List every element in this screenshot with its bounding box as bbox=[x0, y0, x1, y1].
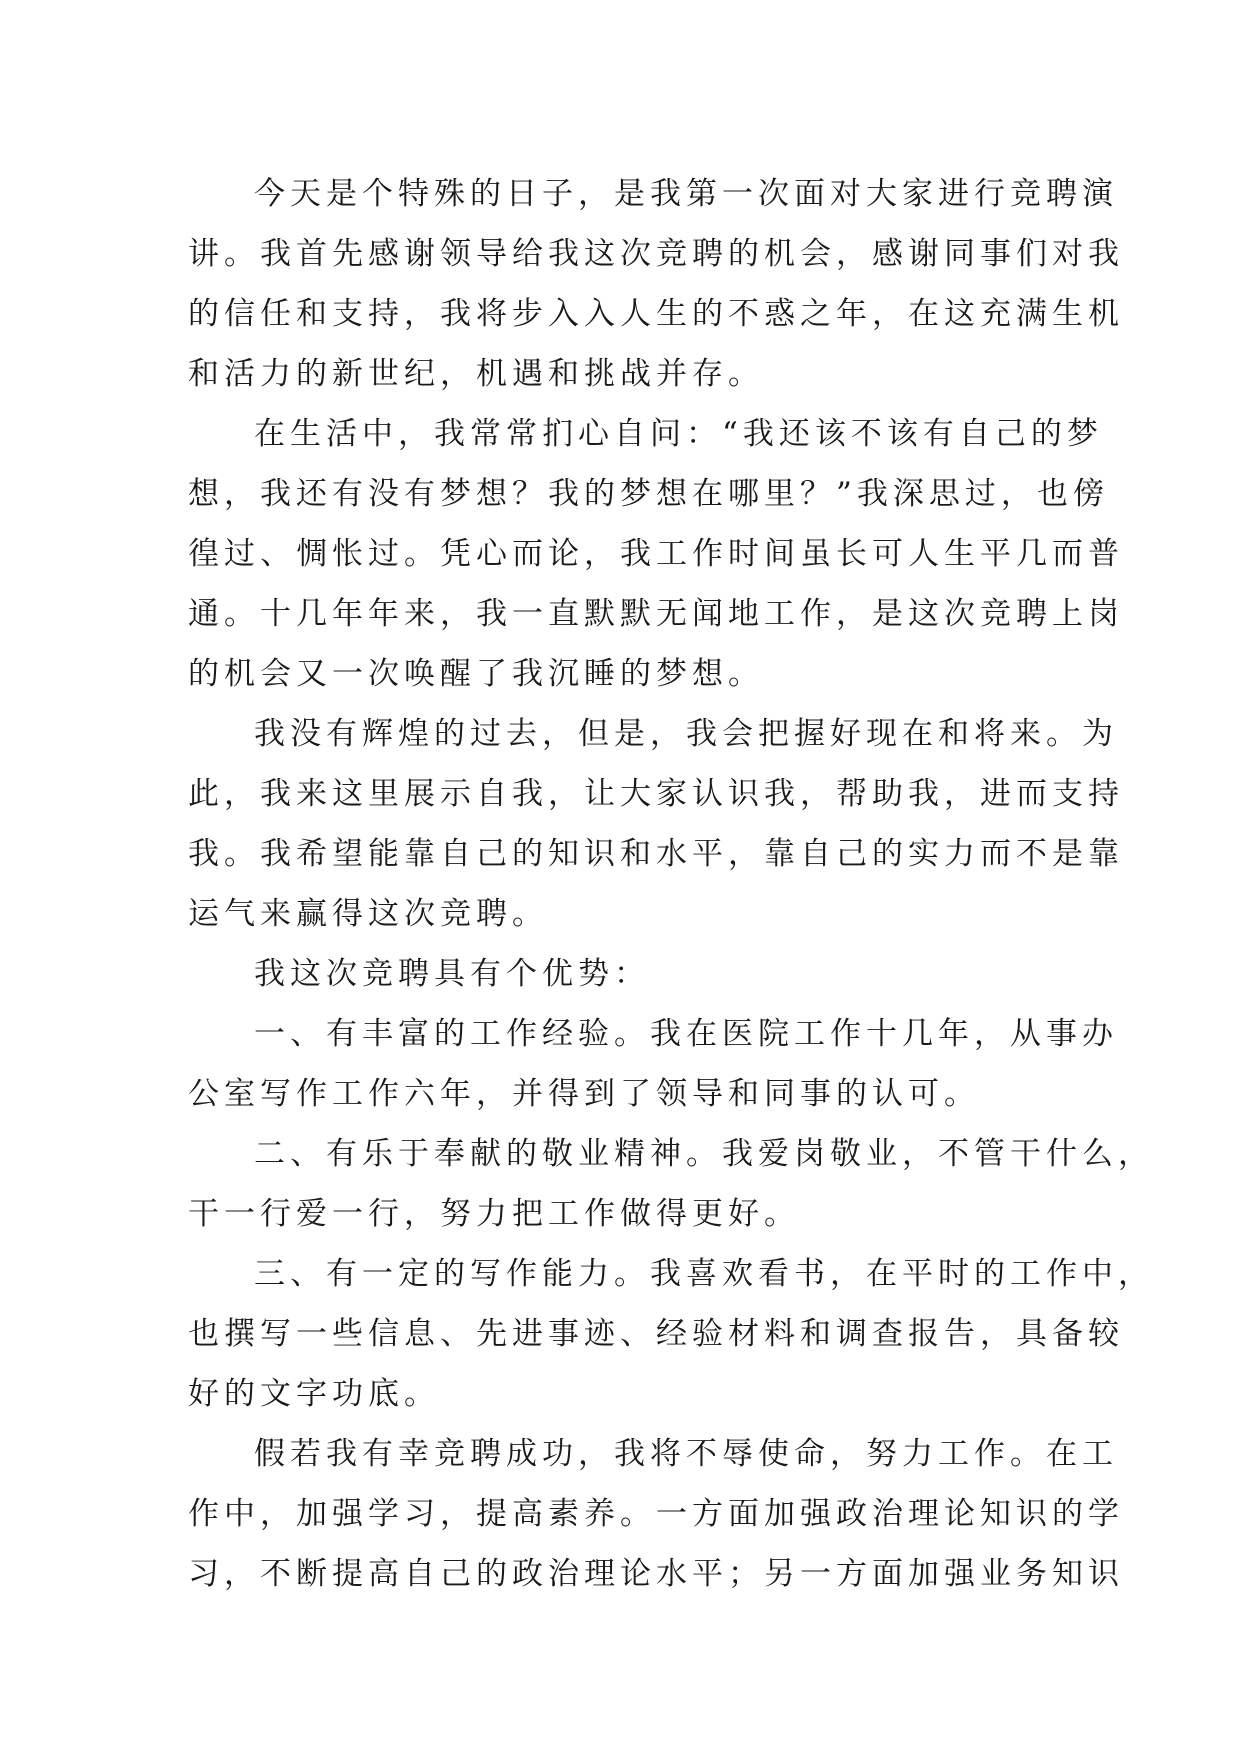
body-text bbox=[188, 164, 1154, 1604]
text-line: 也撰写一些信息、先进事迹、经验材料和调查报告，具备较 bbox=[188, 1316, 1124, 1352]
text-line: 和活力的新世纪，机遇和挑战并存。 bbox=[188, 356, 764, 392]
text-line: 的信任和支持，我将步入入人生的不惑之年，在这充满生机 bbox=[188, 296, 1124, 332]
text-line: 此，我来这里展示自我，让大家认识我，帮助我，进而支持 bbox=[188, 776, 1124, 812]
text-line: 我这次竞聘具有个优势： bbox=[254, 956, 650, 992]
text-line: 公室写作工作六年，并得到了领导和同事的认可。 bbox=[188, 1076, 980, 1112]
text-line: 徨过、惆怅过。凭心而论，我工作时间虽长可人生平几而普 bbox=[188, 536, 1124, 572]
text-line: 想，我还有没有梦想？我的梦想在哪里？”我深思过，也傍 bbox=[188, 476, 1109, 512]
text-line: 运气来赢得这次竞聘。 bbox=[188, 896, 548, 932]
text-line: 作中，加强学习，提高素养。一方面加强政治理论知识的学 bbox=[188, 1496, 1124, 1532]
text-line: 讲。我首先感谢领导给我这次竞聘的机会，感谢同事们对我 bbox=[188, 236, 1124, 272]
text-line: 干一行爱一行，努力把工作做得更好。 bbox=[188, 1196, 800, 1232]
text-line: 我。我希望能靠自己的知识和水平，靠自己的实力而不是靠 bbox=[188, 836, 1124, 872]
text-line: 在生活中，我常常扪心自问：“我还该不该有自己的梦 bbox=[254, 416, 1103, 452]
text-line: 习，不断提高自己的政治理论水平；另一方面加强业务知识 bbox=[188, 1556, 1124, 1592]
text-line: 我没有辉煌的过去，但是，我会把握好现在和将来。为 bbox=[254, 716, 1118, 752]
text-line: 三、有一定的写作能力。我喜欢看书，在平时的工作中， bbox=[254, 1256, 1154, 1292]
text-line: 二、有乐于奉献的敬业精神。我爱岗敬业，不管干什么， bbox=[254, 1136, 1154, 1172]
text-line: 通。十几年年来，我一直默默无闻地工作，是这次竞聘上岗 bbox=[188, 596, 1124, 632]
text-line: 假若我有幸竞聘成功，我将不辱使命，努力工作。在工 bbox=[254, 1436, 1118, 1472]
text-line: 好的文字功底。 bbox=[188, 1376, 440, 1412]
text-line: 今天是个特殊的日子，是我第一次面对大家进行竞聘演 bbox=[254, 176, 1118, 212]
text-line: 的机会又一次唤醒了我沉睡的梦想。 bbox=[188, 656, 764, 692]
text-line: 一、有丰富的工作经验。我在医院工作十几年，从事办 bbox=[254, 1016, 1118, 1052]
